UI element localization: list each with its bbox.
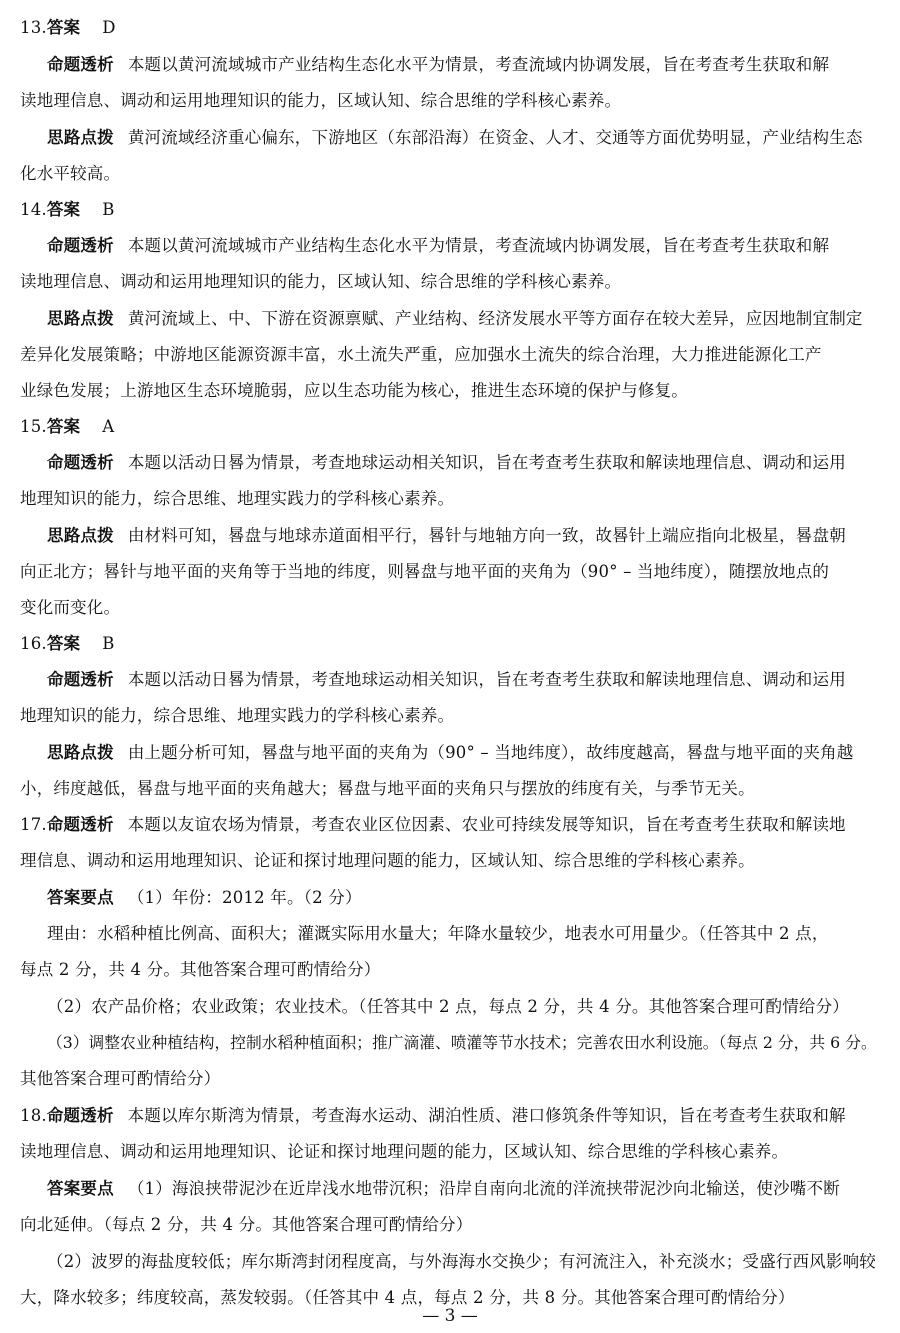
q15-approach-label: 思路点拨 [47, 526, 114, 545]
q13-answer-label: 答案 [46, 18, 81, 37]
q15-approach-text-2: 向正北方；晷针与地平面的夹角等于当地的纬度，则晷盘与地平面的夹角为（90° – 当地纬度），随摆放地点的 [20, 562, 830, 581]
q13-number: 13. [20, 18, 47, 37]
q17-key-points-label: 答案要点 [47, 888, 114, 907]
q13-approach [47, 127, 882, 149]
q14-number: 14. [20, 200, 47, 219]
q17-analysis-text-1: 本题以友谊农场为情景，考查农业区位因素、农业可持续发展等知识，旨在考查考生获取和解读地 [127, 815, 846, 834]
q16-analysis-text-2: 地理知识的能力，综合思维、地理实践力的学科核心素养。 [20, 706, 455, 725]
q13-analysis-text-1: 本题以黄河流域城市产业结构生态化水平为情景，考查流域内协调发展，旨在考查考生获取和解 [127, 55, 830, 74]
q18-analysis-label: 命题透析 [46, 1106, 114, 1125]
q17-number: 17. [20, 815, 47, 834]
q17-key-points [47, 887, 882, 909]
q15-approach-text-3: 变化而变化。 [20, 598, 121, 617]
q13-answer-line [20, 17, 882, 39]
q13-analysis [47, 54, 882, 76]
q18-text-2: 向北延伸。（每点 2 分，共 4 分。其他答案合理可酌情给分） [20, 1215, 473, 1234]
q18-key-points [47, 1178, 882, 1200]
q14-approach-text-1: 黄河流域上、中、下游在资源禀赋、产业结构、经济发展水平等方面存在较大差异，应因地制宜制定 [127, 309, 863, 328]
q15-analysis-text-2: 地理知识的能力，综合思维、地理实践力的学科核心素养。 [20, 489, 455, 508]
q16-analysis-text-1: 本题以活动日晷为情景，考查地球运动相关知识，旨在考查考生获取和解读地理信息、调动和运用 [127, 670, 846, 689]
q13-approach-text-2: 化水平较高。 [20, 164, 121, 183]
q15-answer-value: A [102, 417, 115, 436]
q13-analysis-label: 命题透析 [47, 55, 114, 74]
q17-key-points-text-1: （1）年份：2012 年。（2 分） [127, 888, 362, 907]
q16-answer-line [20, 633, 882, 655]
q14-answer-value: B [102, 200, 115, 219]
q16-number: 16. [20, 634, 47, 653]
q14-analysis-text-1: 本题以黄河流域城市产业结构生态化水平为情景，考查流域内协调发展，旨在考查考生获取和解 [127, 236, 830, 255]
q16-answer-label: 答案 [46, 634, 81, 653]
q15-analysis [47, 452, 882, 474]
q15-analysis-text-1: 本题以活动日晷为情景，考查地球运动相关知识，旨在考查考生获取和解读地理信息、调动和运用 [127, 453, 846, 472]
q17-text-2: 理由：水稻种植比例高、面积大；灌溉实际用水量大；年降水量较少，地表水可用量少。（任答其中 2 点， [47, 924, 829, 943]
q16-approach-text-1: 由上题分析可知，晷盘与地平面的夹角为（90° – 当地纬度），故纬度越高，晷盘与地平面的夹角越 [127, 743, 854, 762]
q14-analysis-text-2: 读地理信息、调动和运用地理知识的能力，区域认知、综合思维的学科核心素养。 [20, 272, 622, 291]
q17-analysis-label: 命题透析 [46, 815, 114, 834]
q15-number: 15. [20, 417, 47, 436]
q14-approach-label: 思路点拨 [47, 309, 114, 328]
q13-answer-value: D [102, 18, 116, 37]
q18-number: 18. [20, 1106, 47, 1125]
q17-analysis [20, 814, 882, 836]
q17-text-3: 每点 2 分，共 4 分。其他答案合理可酌情给分） [20, 960, 381, 979]
q13-approach-label: 思路点拨 [47, 128, 114, 147]
q18-text-3: （2）波罗的海盐度较低；库尔斯湾封闭程度高，与外海海水交换少；有河流注入，补充淡水；受盛行西风影响较 [47, 1252, 876, 1271]
q13-approach-text-1: 黄河流域经济重心偏东，下游地区（东部沿海）在资金、人才、交通等方面优势明显，产业结构生态 [127, 128, 863, 147]
q14-answer-line [20, 199, 882, 221]
q14-approach-text-2: 差异化发展策略；中游地区能源资源丰富，水土流失严重，应加强水土流失的综合治理，大力推进能源化工产 [20, 345, 822, 364]
q18-text-4: 大，降水较多；纬度较高，蒸发较弱。（任答其中 4 点，每点 2 分，共 8 分。其他答案合理可酌情给分） [20, 1288, 795, 1307]
q14-approach-text-3: 业绿色发展；上游地区生态环境脆弱，应以生态功能为核心，推进生态环境的保护与修复。 [20, 381, 688, 400]
q18-analysis-text-2: 读地理信息、调动和运用地理知识、论证和探讨地理问题的能力，区域认知、综合思维的学科核心素养。 [20, 1142, 789, 1161]
q18-key-points-label: 答案要点 [47, 1179, 114, 1198]
q16-approach [47, 742, 882, 764]
q17-text-5: （3）调整农业种植结构，控制水稻种植面积；推广滴灌、喷灌等节水技术；完善农田水利设施。（每点 2 分，共 6 分。 [47, 1033, 877, 1052]
q15-approach-text-1: 由材料可知，晷盘与地球赤道面相平行，晷针与地轴方向一致，故晷针上端应指向北极星，晷盘朝 [127, 526, 846, 545]
q14-approach [47, 308, 882, 330]
page-number: — 3 — [422, 1306, 478, 1326]
q14-answer-label: 答案 [46, 200, 81, 219]
q17-text-6: 其他答案合理可酌情给分） [20, 1069, 221, 1088]
q16-approach-text-2: 小，纬度越低，晷盘与地平面的夹角越大；晷盘与地平面的夹角只与摆放的纬度有关，与季节无关。 [20, 779, 755, 798]
q14-analysis-label: 命题透析 [47, 236, 114, 255]
q13-analysis-text-2: 读地理信息、调动和运用地理知识的能力，区域认知、综合思维的学科核心素养。 [20, 91, 622, 110]
q14-analysis [47, 235, 882, 257]
q18-analysis-text-1: 本题以库尔斯湾为情景，考查海水运动、湖泊性质、港口修筑条件等知识，旨在考查考生获取和解 [127, 1106, 846, 1125]
q15-analysis-label: 命题透析 [47, 453, 114, 472]
q17-analysis-text-2: 理信息、调动和运用地理知识、论证和探讨地理问题的能力，区域认知、综合思维的学科核心素养。 [20, 851, 755, 870]
q16-answer-value: B [102, 634, 115, 653]
q18-key-points-text-1: （1）海浪挟带泥沙在近岸浅水地带沉积；沿岸自南向北流的洋流挟带泥沙向北输送，使沙嘴不断 [127, 1179, 840, 1198]
q17-text-4: （2）农产品价格；农业政策；农业技术。（任答其中 2 点，每点 2 分，共 4 分。其他答案合理可酌情给分） [47, 997, 850, 1016]
q15-approach [47, 525, 882, 547]
q18-analysis [20, 1105, 882, 1127]
q16-analysis [47, 669, 882, 691]
q16-approach-label: 思路点拨 [47, 743, 114, 762]
q15-answer-line [20, 416, 882, 438]
q16-analysis-label: 命题透析 [47, 670, 114, 689]
q15-answer-label: 答案 [46, 417, 81, 436]
